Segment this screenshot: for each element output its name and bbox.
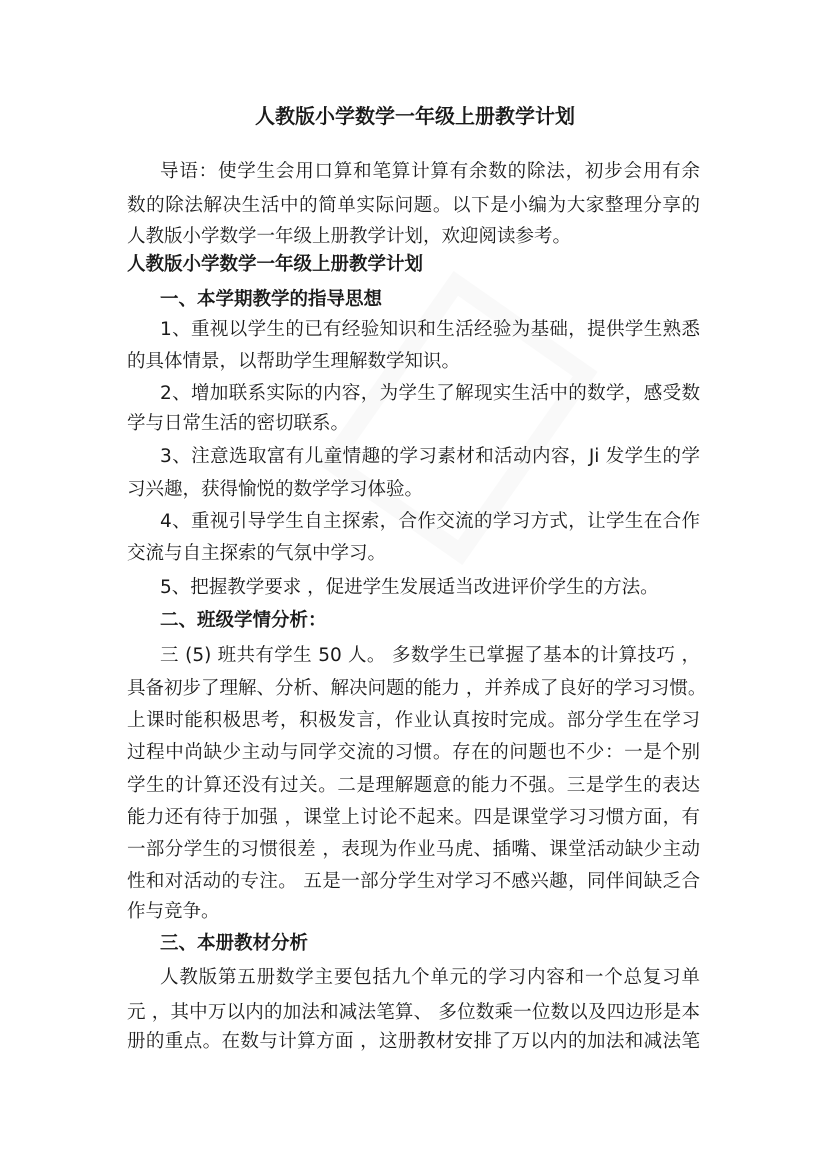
paragraph-line: 导语：使学生会用口算和笔算计算有余数的除法，初步会用有余	[160, 161, 700, 182]
paragraph-line: 过程中尚缺少主动与同学交流的习惯。存在的问题也不少：一是个别	[127, 742, 700, 763]
paragraph-line: 三 (5) 班共有学生 50 人。 多数学生已掌握了基本的计算技巧 ，	[160, 645, 700, 666]
document-title: 人教版小学数学一年级上册教学计划	[255, 104, 575, 128]
paragraph-line: 习兴趣，获得愉悦的数学学习体验。	[127, 479, 424, 500]
paragraph-line: 人教版小学数学一年级上册教学计划，欢迎阅读参考。	[127, 226, 572, 247]
paragraph-line: 人教版第五册数学主要包括九个单元的学习内容和一个总复习单	[160, 967, 700, 988]
section-heading: 三、本册教材分析	[160, 933, 309, 954]
section-heading: 二、班级学情分析：	[160, 610, 327, 631]
paragraph-line: 上课时能积极思考，积极发言，作业认真按时完成。部分学生在学习	[127, 710, 700, 731]
paragraph-line: 数的除法解决生活中的简单实际问题。以下是小编为大家整理分享的	[127, 195, 700, 216]
paragraph-line: 4、重视引导学生自主探索，合作交流的学习方式，让学生在合作	[160, 511, 700, 532]
paragraph-line: 一部分学生的习惯很差 ，表现为作业马虎、插嘴、课堂活动缺少主动	[127, 839, 700, 860]
paragraph-line: 作与竞争。	[127, 901, 220, 922]
paragraph-line: 5、把握教学要求 ，促进学生发展适当改进评价学生的方法。	[160, 577, 659, 598]
paragraph-line: 具备初步了理解、分析、解决问题的能力 ，并养成了良好的学习习惯。	[127, 678, 707, 699]
paragraph-line: 能力还有待于加强 ，课堂上讨论不起来。四是课堂学习习惯方面，有	[127, 807, 700, 828]
paragraph-line: 3、注意选取富有儿童情趣的学习素材和活动内容，Ji 发学生的学	[160, 446, 700, 467]
paragraph-line: 学生的计算还没有过关。二是理解题意的能力不强。三是学生的表达	[127, 775, 700, 796]
paragraph-line: 1、重视以学生的已有经验知识和生活经验为基础，提供学生熟悉	[160, 319, 700, 340]
paragraph-line: 学与日常生活的密切联系。	[127, 413, 350, 434]
paragraph-line: 性和对活动的专注。 五是一部分学生对学习不感兴趣，同伴间缺乏合	[127, 871, 700, 892]
paragraph-line: 交流与自主探索的气氛中学习。	[127, 543, 387, 564]
paragraph-line: 2、增加联系实际的内容，为学生了解现实生活中的数学，感受数	[160, 383, 700, 404]
section-heading: 一、本学期教学的指导思想	[160, 289, 383, 310]
paragraph-line: 册的重点。在数与计算方面 ，这册教材安排了万以内的加法和减法笔	[127, 1031, 700, 1052]
paragraph-line: 的具体情景，以帮助学生理解数学知识。	[127, 351, 461, 372]
section-heading: 人教版小学数学一年级上册教学计划	[127, 254, 424, 275]
paragraph-line: 元 ，其中万以内的加法和减法笔算、 多位数乘一位数以及四边形是本	[127, 1002, 700, 1023]
